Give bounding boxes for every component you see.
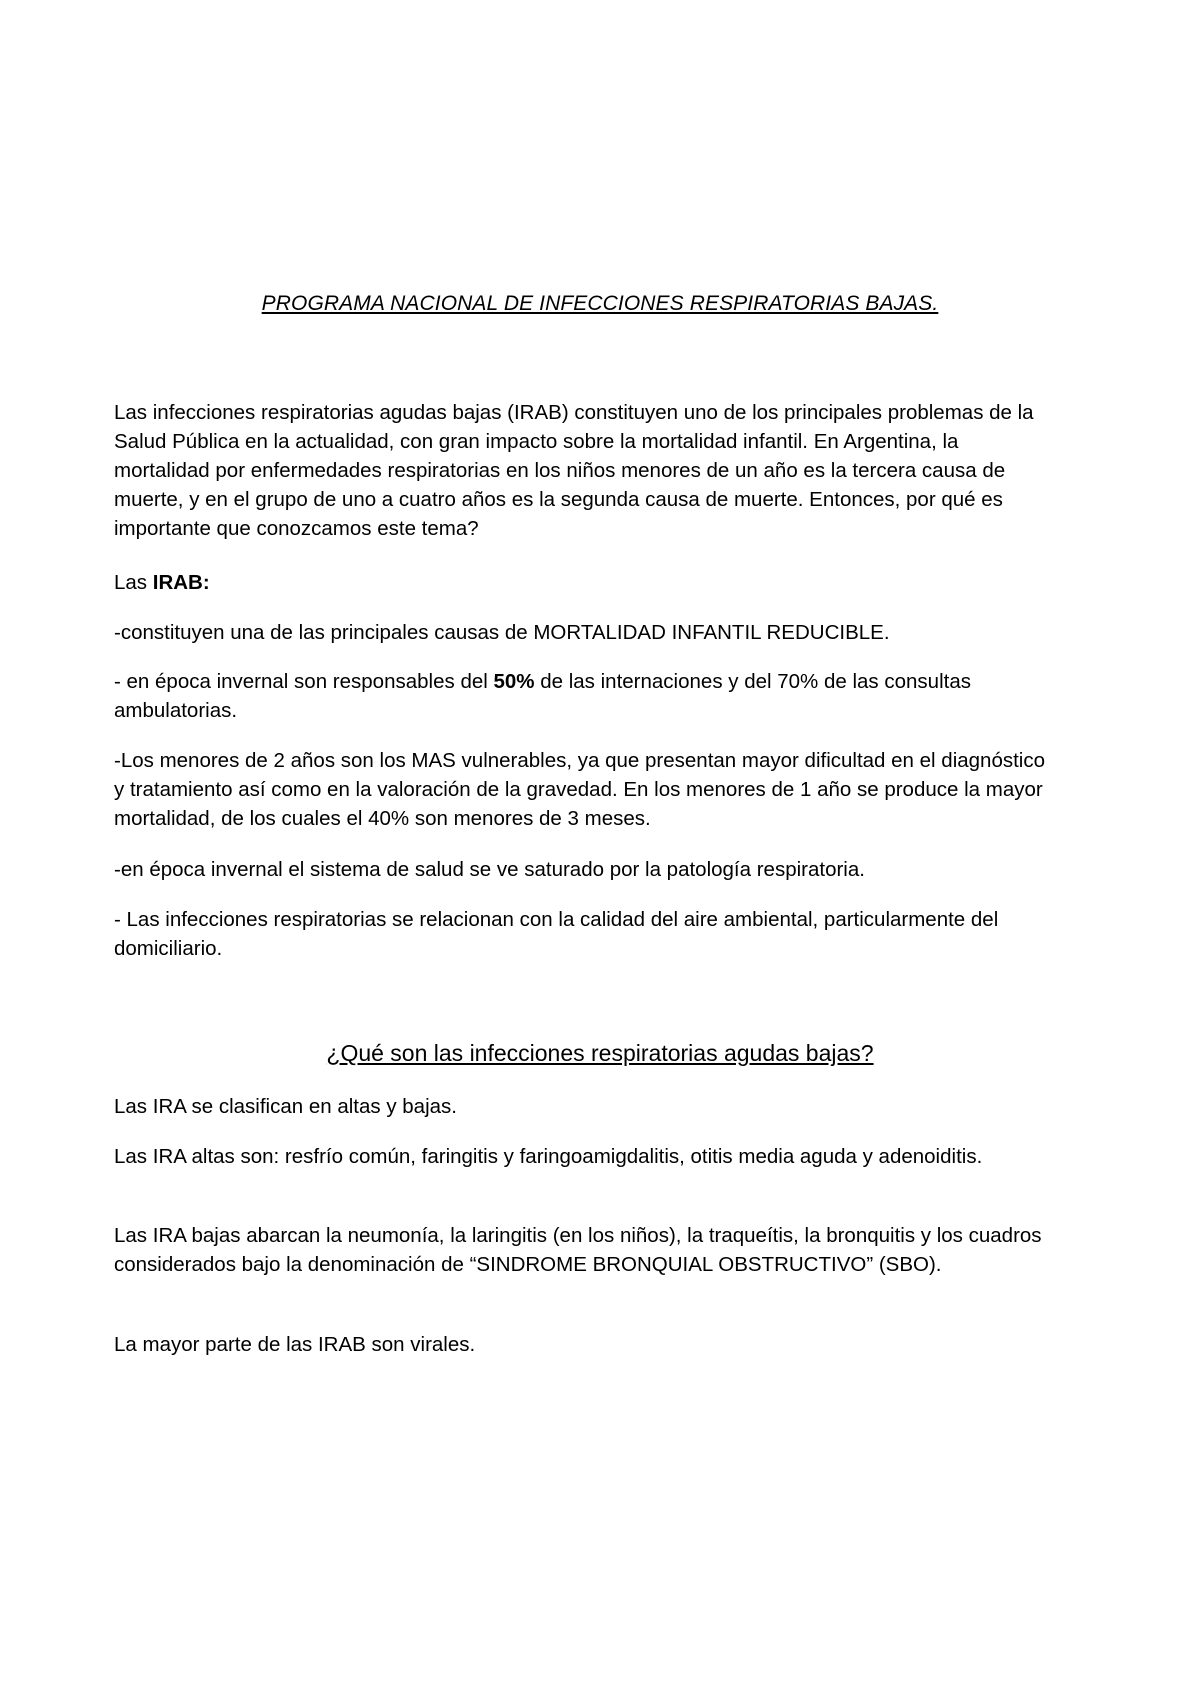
section-title: ¿Qué son las infecciones respiratorias agudas bajas? [326,1040,874,1066]
section-paragraph-2: Las IRA altas son: resfrío común, faringitis y faringoamigdalitis, otitis media aguda y adenoiditis. [114,1145,983,1168]
bullet-2-prefix: - en época invernal son responsables del [114,670,494,693]
bullet-health-system-saturated: -en época invernal el sistema de salud se ve saturado por la patología respiratoria. [114,858,865,881]
document-title: PROGRAMA NACIONAL DE INFECCIONES RESPIRATORIAS BAJAS. [261,292,939,315]
intro-paragraph: Las infecciones respiratorias agudas bajas (IRAB) constituyen uno de los principales problemas de la Salud Pública en la actualidad, con gran impacto sobre la mortalidad infantil. En Argentina, la mortalidad por enfermedades respiratorias en los niños menores de un año es la tercera causa de muerte, y en el grupo de uno a cuatro años es la segunda causa de muerte. Entonces, por qué es importante que conozcamos este tema? [114,401,1034,540]
irab-heading-prefix: Las [114,571,153,594]
bullet-air-quality: - Las infecciones respiratorias se relacionan con la calidad del aire ambiental, particularmente del domiciliario. [114,908,999,960]
bullet-2-bold: 50% [493,670,535,693]
bullet-2-suffix: de las internaciones y del 70% de las consultas ambulatorias. [114,670,971,722]
bullet-mortality-reducible: -constituyen una de las principales causas de MORTALIDAD INFANTIL REDUCIBLE. [114,621,890,644]
bullet-vulnerable-under-2: -Los menores de 2 años son los MAS vulnerables, ya que presentan mayor dificultad en el diagnóstico y tratamiento así como en la valoración de la gravedad. En los menores de 1 año se produce la mayor mortalidad, de los cuales el 40% son menores de 3 meses. [114,749,1046,830]
section-paragraph-4: La mayor parte de las IRAB son virales. [114,1333,476,1356]
bullet-winter-hospitalizations [114,667,1054,725]
section-paragraph-1: Las IRA se clasifican en altas y bajas. [114,1095,457,1118]
section-paragraph-3: Las IRA bajas abarcan la neumonía, la laringitis (en los niños), la traqueítis, la bronquitis y los cuadros considerados bajo la denominación de “SINDROME BRONQUIAL OBSTRUCTIVO” (SBO). [114,1224,1042,1276]
irab-heading-paragraph [114,568,1054,597]
irab-heading-bold: IRAB: [152,571,210,594]
